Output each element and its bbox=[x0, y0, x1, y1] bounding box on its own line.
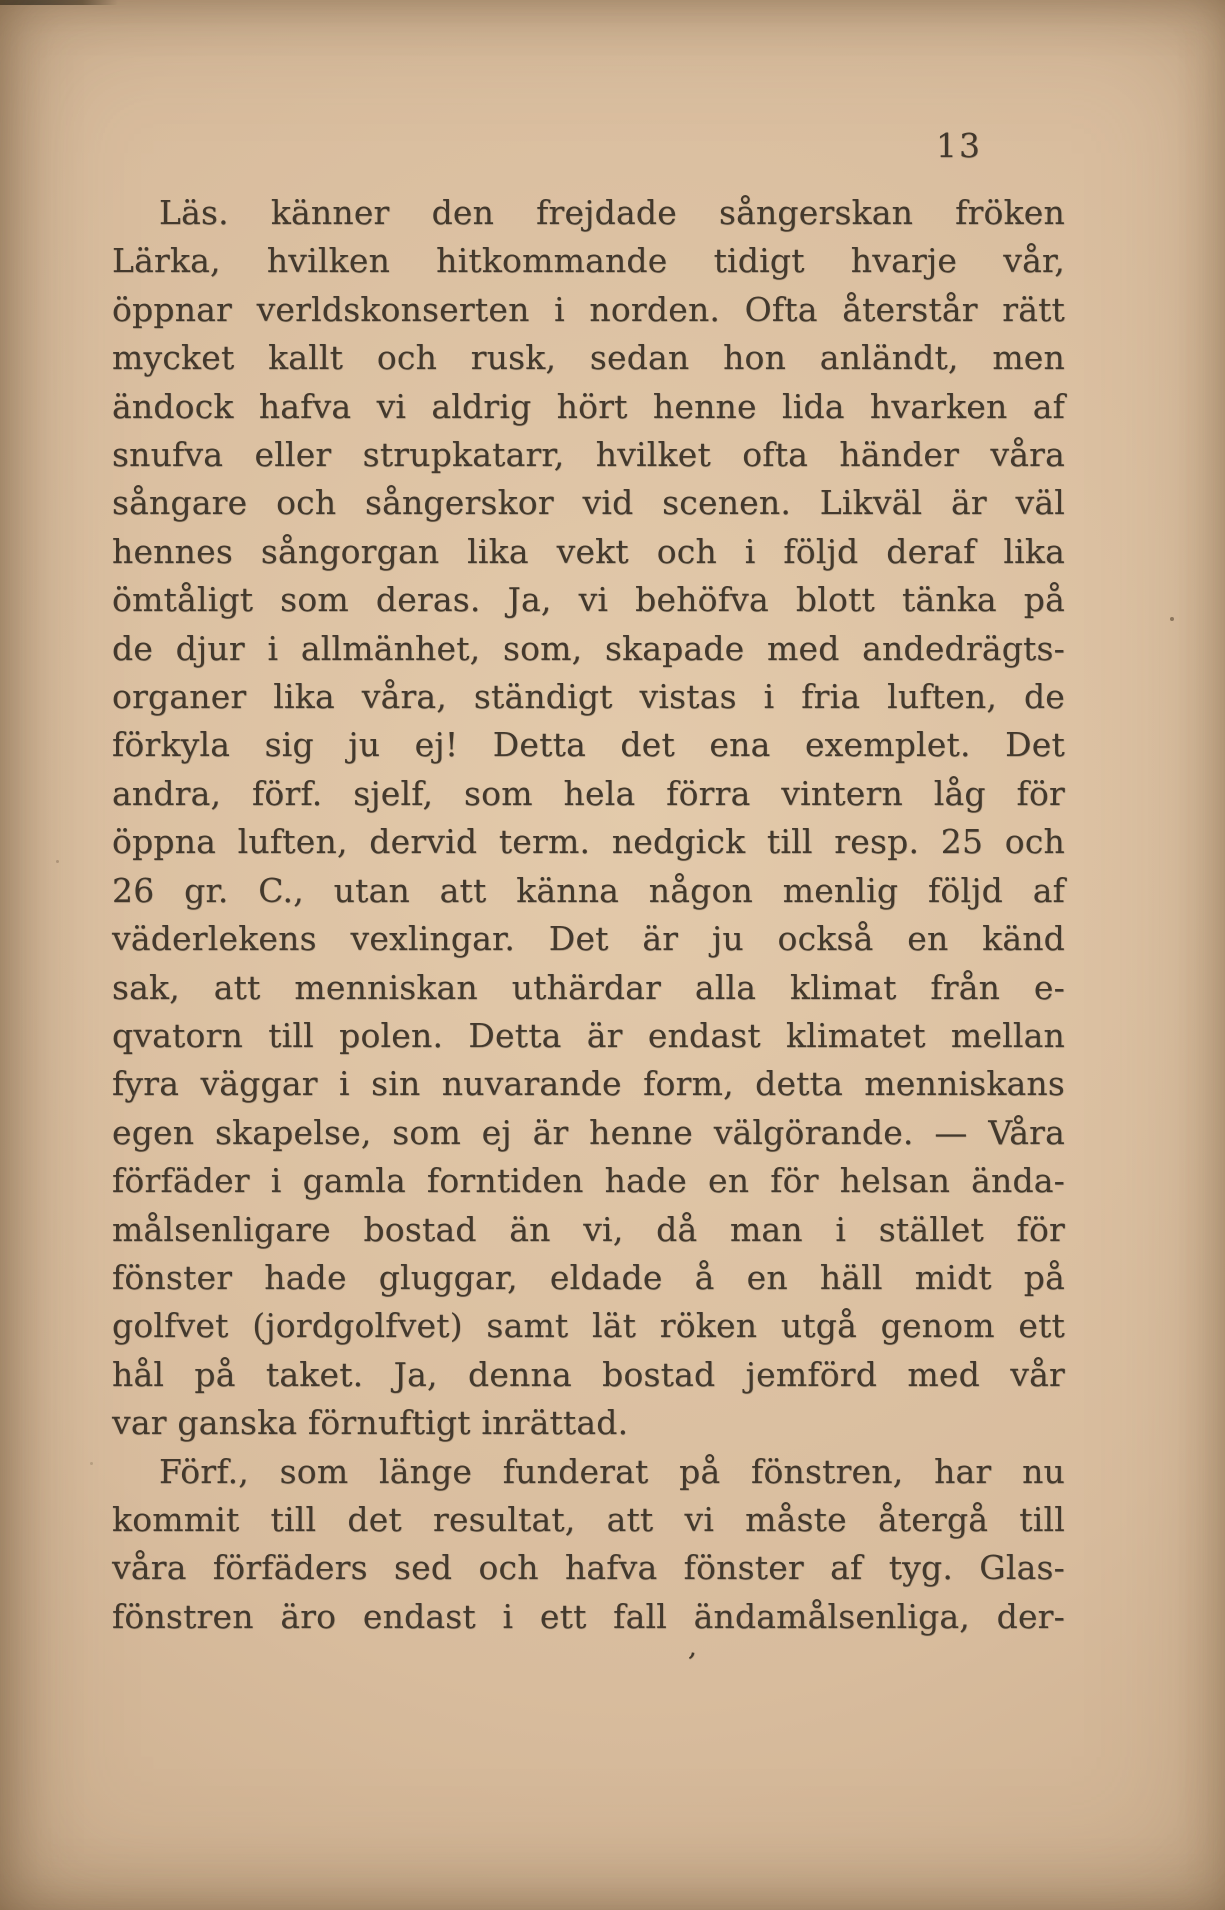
text-line: ändock hafva vi aldrig hört henne lida hvarken af bbox=[112, 386, 1065, 426]
text-line: sångare och sångerskor vid scenen. Likväl är väl bbox=[112, 483, 1065, 523]
text-line: Förf., som länge funderat på fönstren, har nu bbox=[159, 1451, 1065, 1491]
scan-edge-strip bbox=[0, 0, 118, 5]
text-line: andra, förf. sjelf, som hela förra vintern låg för bbox=[112, 773, 1065, 813]
text-line: 26 gr. C., utan att känna någon menlig följd af bbox=[112, 870, 1065, 910]
stray-ink-mark: ’ bbox=[683, 1647, 698, 1680]
text-line: snufva eller strupkatarr, hvilket ofta händer våra bbox=[112, 435, 1065, 475]
text-line: qvatorn till polen. Detta är endast klimatet mellan bbox=[112, 1015, 1065, 1055]
paper-speck bbox=[1170, 617, 1174, 621]
paper-speck bbox=[56, 860, 59, 863]
text-line: mycket kallt och rusk, sedan hon anländt, men bbox=[112, 338, 1065, 378]
text-line: förkyla sig ju ej! Detta det ena exemplet. Det bbox=[112, 725, 1065, 765]
text-line: fyra väggar i sin nuvarande form, detta menniskans bbox=[112, 1064, 1065, 1104]
text-line: hål på taket. Ja, denna bostad jemförd med vår bbox=[112, 1354, 1065, 1394]
text-line: våra förfäders sed och hafva fönster af tyg. Glas- bbox=[112, 1548, 1065, 1588]
text-line: var ganska förnuftigt inrättad. bbox=[112, 1403, 629, 1443]
text-line: ömtåligt som deras. Ja, vi behöfva blott tänka på bbox=[112, 580, 1065, 620]
text-line: väderlekens vexlingar. Det är ju också en känd bbox=[112, 919, 1065, 959]
page-number: 13 bbox=[936, 126, 982, 165]
text-line: organer lika våra, ständigt vistas i fria luften, de bbox=[112, 677, 1065, 717]
text-line: golfvet (jordgolfvet) samt lät röken utgå genom ett bbox=[112, 1306, 1065, 1346]
text-line: öppnar verldskonserten i norden. Ofta återstår rätt bbox=[112, 289, 1065, 329]
text-line: egen skapelse, som ej är henne välgörande. — Våra bbox=[112, 1112, 1065, 1152]
text-line: öppna luften, dervid term. nedgick till resp. 25 och bbox=[112, 822, 1065, 862]
text-line: hennes sångorgan lika vekt och i följd deraf lika bbox=[112, 531, 1065, 571]
text-block bbox=[112, 189, 1065, 1641]
text-line: fönster hade gluggar, eldade å en häll midt på bbox=[112, 1257, 1065, 1297]
text-line: målsenligare bostad än vi, då man i stället för bbox=[112, 1209, 1065, 1249]
paper-speck bbox=[90, 1462, 93, 1465]
text-line: Lärka, hvilken hitkommande tidigt hvarje vår, bbox=[112, 241, 1065, 281]
text-line: sak, att menniskan uthärdar alla klimat från e- bbox=[112, 967, 1065, 1007]
text-line: de djur i allmänhet, som, skapade med andedrägts- bbox=[112, 628, 1065, 668]
text-line: Läs. känner den frejdade sångerskan fröken bbox=[159, 193, 1065, 232]
text-line: förfäder i gamla forntiden hade en för helsan ända- bbox=[112, 1161, 1065, 1201]
text-line: kommit till det resultat, att vi måste återgå till bbox=[112, 1499, 1065, 1539]
text-line: fönstren äro endast i ett fall ändamålsenliga, der- bbox=[112, 1596, 1065, 1636]
